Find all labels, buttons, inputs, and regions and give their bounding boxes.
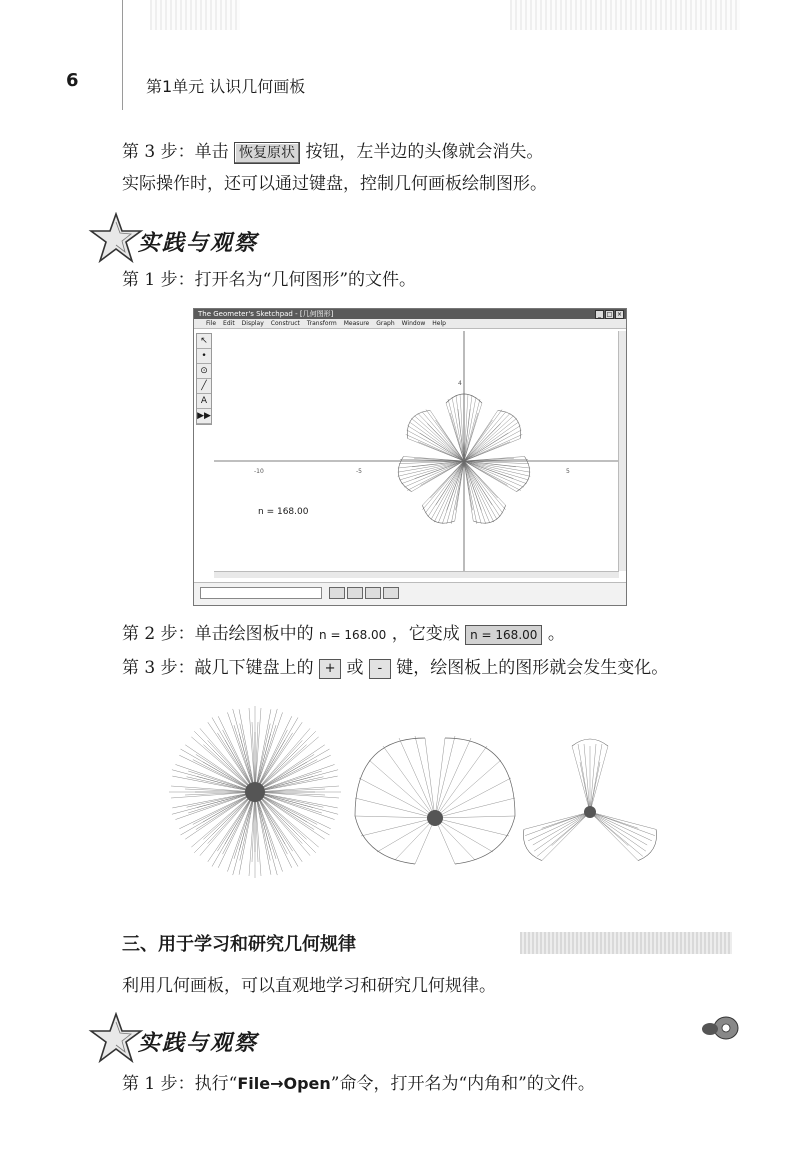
practice-banner-1 (88, 212, 328, 272)
sketch-canvas (214, 331, 618, 571)
practice-banner-2 (88, 1012, 328, 1072)
plus-key: + (319, 659, 341, 679)
practice-banner-1-text: 实践与观察 (138, 230, 259, 256)
step2-middle: ，它变成 (391, 624, 460, 644)
status-button-1 (329, 587, 345, 599)
running-head: 第1单元 认识几何画板 (146, 77, 306, 96)
param-selected: n = 168.00 (465, 625, 542, 645)
toolbox (196, 333, 212, 425)
status-buttons (329, 587, 399, 599)
starburst-figure (169, 706, 341, 878)
minus-key: - (369, 659, 391, 679)
star-icon (88, 212, 144, 264)
horizontal-scrollbar (214, 571, 619, 578)
scan-noise-left (150, 0, 240, 30)
tick-label-neg5: -5 (356, 468, 362, 475)
sketchpad-window (193, 308, 627, 606)
window-controls (595, 310, 624, 319)
menu-edit: Edit (223, 320, 235, 327)
custom-tool-icon: ▶▶ (197, 409, 211, 424)
status-button-2 (347, 587, 363, 599)
tick-label-4: 4 (458, 380, 462, 387)
page-number: 6 (66, 70, 79, 91)
text-tool-icon: A (197, 394, 211, 409)
menu-graph: Graph (376, 320, 395, 327)
menu-help: Help (432, 320, 446, 327)
restore-button-image: 恢复原状 (234, 142, 300, 164)
step3-restore-line (122, 140, 543, 164)
three-lobe-figure (518, 739, 660, 864)
status-button-4 (383, 587, 399, 599)
menu-measure: Measure (343, 320, 370, 327)
menu-transform: Transform (306, 320, 337, 327)
open-file-step: 第 1 步：打开名为“几何图形”的文件。 (122, 270, 417, 290)
menu-bar (194, 319, 626, 329)
final-step (122, 1072, 595, 1096)
keyboard-note: 实际操作时，还可以通过键盘，控制几何画板绘制图形。 (122, 174, 547, 194)
star-icon-2 (88, 1012, 144, 1064)
status-field (200, 587, 322, 599)
tick-label-neg10: -10 (254, 468, 264, 475)
point-tool-icon: • (197, 349, 211, 364)
window-titlebar (194, 309, 626, 319)
step2-prefix: 第 2 步：单击绘图板中的 (122, 624, 314, 644)
section-heading: 三、用于学习和研究几何规律 (122, 934, 356, 955)
close-icon: × (616, 311, 623, 318)
compass-tool-icon: ⊙ (197, 364, 211, 379)
step2-line (122, 622, 565, 647)
cd-disc-icon (700, 1015, 740, 1041)
menu-display: Display (241, 320, 264, 327)
parameter-n-label: n = 168.00 (258, 507, 309, 517)
step3-suffix: 按钮，左半边的头像就会消失。 (305, 142, 544, 162)
tick-label-5: 5 (566, 468, 570, 475)
step3-prefix: 第 3 步：单击 (122, 142, 229, 162)
file-open-command: File→Open (237, 1074, 331, 1093)
final-step-prefix: 第 1 步：执行“ (122, 1074, 238, 1094)
arrow-tool-icon: ↖ (197, 334, 211, 349)
minimize-icon: _ (595, 310, 604, 319)
final-step-suffix: ”命令，打开名为“内角和”的文件。 (330, 1074, 595, 1094)
vertical-scrollbar (618, 331, 626, 571)
step3-keys-prefix: 第 3 步：敲几下键盘上的 (122, 658, 314, 678)
practice-banner-2-text: 实践与观察 (138, 1030, 259, 1056)
header-rule (122, 0, 123, 110)
line-tool-icon: ╱ (197, 379, 211, 394)
scan-noise-right (510, 0, 740, 30)
section-intro: 利用几何画板，可以直观地学习和研究几何规律。 (122, 976, 496, 996)
variant-figures (160, 700, 660, 890)
menu-file: File (206, 320, 217, 327)
param-unselected: n = 168.00 (319, 628, 387, 642)
step2-suffix: 。 (547, 624, 565, 644)
status-bar (194, 582, 626, 605)
window-title: The Geometer's Sketchpad - [几何图形] (198, 310, 334, 318)
or-text: 或 (346, 658, 364, 678)
section-heading-bar (520, 932, 732, 954)
status-button-3 (365, 587, 381, 599)
two-lobe-figure (355, 736, 515, 864)
step3-keys-line (122, 656, 668, 680)
menu-window: Window (401, 320, 426, 327)
step3-keys-suffix: 键，绘图板上的图形就会发生变化。 (396, 658, 669, 678)
menu-construct: Construct (270, 320, 300, 327)
maximize-icon: □ (606, 311, 613, 318)
